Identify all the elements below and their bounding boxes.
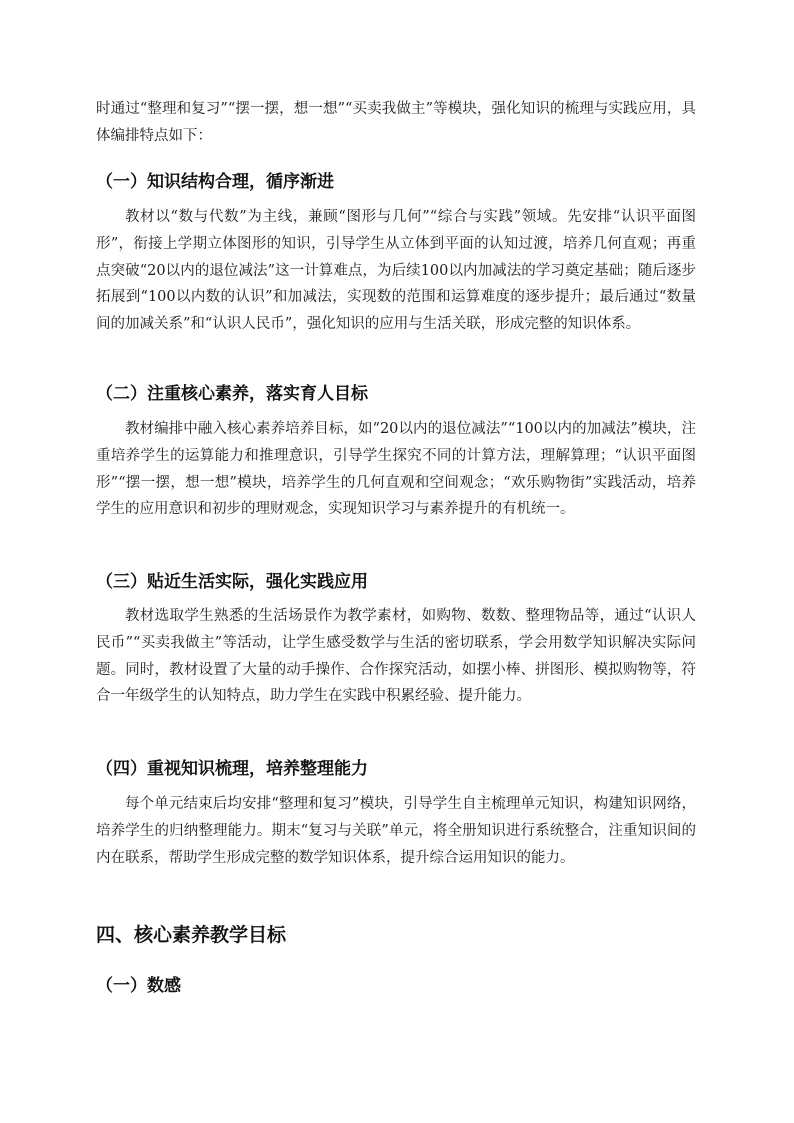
section-heading-3: （三）贴近生活实际，强化实践应用 bbox=[96, 572, 368, 592]
sub-heading-number-sense: （一）数感 bbox=[96, 976, 181, 996]
section-body-4: 每个单元结束后均安排“整理和复习”模块，引导学生自主梳理单元知识，构建知识网络，培养学生的归纳整理能力。期末“复习与关联”单元，将全册知识进行系统整合，注重知识间的内在联系，帮助学生形成完整的数学知识体系，提升综合运用知识的能力。 bbox=[96, 796, 696, 866]
intro-paragraph: 时通过“整理和复习”“摆一摆，想一想”“买卖我做主”等模块，强化知识的梳理与实践应用，具体编排特点如下： bbox=[96, 101, 696, 144]
section-heading-1: （一）知识结构合理，循序渐进 bbox=[96, 172, 334, 192]
section-heading-2: （二）注重核心素养，落实育人目标 bbox=[96, 384, 368, 404]
section-body-1: 教材以“数与代数”为主线，兼顾“图形与几何”“综合与实践”领域。先安排“认识平面图形”，衔接上学期立体图形的知识，引导学生从立体到平面的认知过渡，培养几何直观；再重点突破“20以内的退位减法”这一计算难点，为后续100以内加减法的学习奠定基础；随后逐步拓展到“100以内数的认识”和加减法，实现数的范围和运算难度的逐步提升；最后通过“数量间的加减关系”和“认识人民币”，强化知识的应用与生活关联，形成完整的知识体系。 bbox=[96, 209, 696, 333]
section-body-3: 教材选取学生熟悉的生活场景作为教学素材，如购物、数数、整理物品等，通过“认识人民币”“买卖我做主”等活动，让学生感受数学与生活的密切联系，学会用数学知识解决实际问题。同时，教材设置了大量的动手操作、合作探究活动，如摆小棒、拼图形、模拟购物等，符合一年级学生的认知特点，助力学生在实践中积累经验、提升能力。 bbox=[96, 608, 696, 705]
chapter-heading: 四、核心素养教学目标 bbox=[96, 924, 287, 946]
section-heading-4: （四）重视知识梳理，培养整理能力 bbox=[96, 759, 368, 779]
section-body-2: 教材编排中融入核心素养培养目标，如“20以内的退位减法”“100以内的加减法”模块，注重培养学生的运算能力和推理意识，引导学生探究不同的计算方法，理解算理；“认识平面图形”“摆一摆，想一想”模块，培养学生的几何直观和空间观念；“欢乐购物街”实践活动，培养学生的应用意识和初步的理财观念，实现知识学习与素养提升的有机统一。 bbox=[96, 421, 696, 518]
